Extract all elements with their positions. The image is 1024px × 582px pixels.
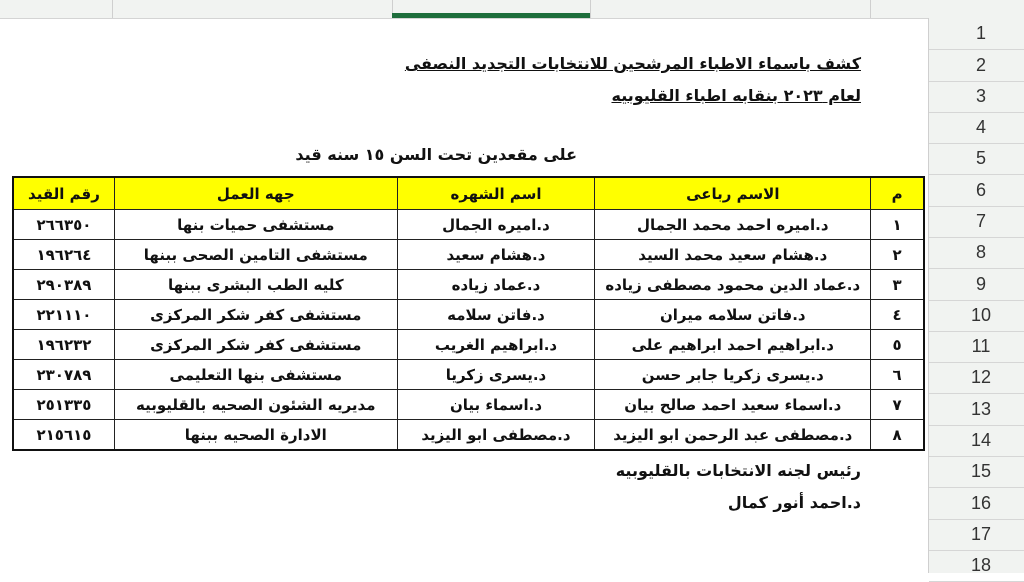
header-fame[interactable]: اسم الشهره — [397, 177, 595, 210]
cell-reg[interactable]: ٢٥١٣٣٥ — [13, 390, 114, 420]
cell-name[interactable]: د.اميره احمد محمد الجمال — [595, 210, 871, 240]
row-header[interactable]: 3 — [929, 81, 1024, 113]
sheet-title[interactable]: كشف باسماء الاطباء المرشحين للانتخابات التجديد النصفى — [404, 54, 861, 73]
row-header[interactable]: 9 — [929, 269, 1024, 301]
row-header[interactable]: 7 — [929, 206, 1024, 238]
row-header[interactable]: 17 — [929, 519, 1024, 551]
table-row — [13, 300, 924, 330]
cell-name[interactable]: د.عماد الدين محمود مصطفى زياده — [595, 270, 871, 300]
table-header-row — [13, 177, 924, 210]
cell-reg[interactable]: ٢٦٦٣٥٠ — [13, 210, 114, 240]
cell-name[interactable]: د.ابراهيم احمد ابراهيم على — [595, 330, 871, 360]
cell-work[interactable]: مستشفى حميات بنها — [114, 210, 397, 240]
sheet-title-year[interactable]: لعام ٢٠٢٣ بنقابه اطباء القليوبيه — [611, 86, 861, 105]
cell-work[interactable]: الادارة الصحيه ببنها — [114, 420, 397, 451]
cell-name[interactable]: د.يسرى زكريا جابر حسن — [595, 360, 871, 390]
table-row — [13, 420, 924, 451]
cell-reg[interactable]: ١٩٦٢٦٤ — [13, 240, 114, 270]
cell-fame[interactable]: د.اميره الجمال — [397, 210, 595, 240]
row-header[interactable]: 15 — [929, 456, 1024, 488]
row-header[interactable]: 14 — [929, 425, 1024, 457]
cell-reg[interactable]: ٢٢١١١٠ — [13, 300, 114, 330]
table-row — [13, 210, 924, 240]
column-divider[interactable] — [590, 0, 591, 18]
cell-reg[interactable]: ٢٩٠٣٨٩ — [13, 270, 114, 300]
cell-reg[interactable]: ٢١٥٦١٥ — [13, 420, 114, 451]
cell-fame[interactable]: د.فاتن سلامه — [397, 300, 595, 330]
cell-num[interactable]: ٣ — [871, 270, 924, 300]
row-header[interactable]: 4 — [929, 112, 1024, 144]
active-column-indicator — [392, 13, 590, 18]
cell-num[interactable]: ٧ — [871, 390, 924, 420]
header-num[interactable]: م — [871, 177, 924, 210]
cell-fame[interactable]: د.ابراهيم الغريب — [397, 330, 595, 360]
row-header[interactable]: 1 — [929, 18, 1024, 50]
cell-fame[interactable]: د.عماد زياده — [397, 270, 595, 300]
cell-num[interactable]: ٨ — [871, 420, 924, 451]
column-divider[interactable] — [112, 0, 113, 18]
cell-fame[interactable]: د.اسماء بيان — [397, 390, 595, 420]
header-name[interactable]: الاسم رباعى — [595, 177, 871, 210]
committee-head-title[interactable]: رئيس لجنه الانتخابات بالقليوبيه — [615, 461, 861, 480]
cell-name[interactable]: د.اسماء سعيد احمد صالح بيان — [595, 390, 871, 420]
table-row — [13, 390, 924, 420]
row-header[interactable]: 2 — [929, 50, 1024, 82]
cell-num[interactable]: ١ — [871, 210, 924, 240]
cell-work[interactable]: كليه الطب البشرى ببنها — [114, 270, 397, 300]
cell-fame[interactable]: د.مصطفى ابو اليزيد — [397, 420, 595, 451]
sheet-subtitle[interactable]: على مقعدين تحت السن ١٥ سنه قيد — [295, 145, 577, 164]
table-row — [13, 240, 924, 270]
table-row — [13, 360, 924, 390]
cell-work[interactable]: مستشفى كفر شكر المركزى — [114, 300, 397, 330]
row-header[interactable]: 13 — [929, 394, 1024, 426]
cell-name[interactable]: د.مصطفى عبد الرحمن ابو اليزيد — [595, 420, 871, 451]
cell-reg[interactable]: ٢٣٠٧٨٩ — [13, 360, 114, 390]
table-row — [13, 270, 924, 300]
cell-fame[interactable]: د.يسرى زكريا — [397, 360, 595, 390]
row-header[interactable]: 6 — [929, 175, 1024, 207]
cell-reg[interactable]: ١٩٦٢٣٢ — [13, 330, 114, 360]
cell-work[interactable]: مستشفى التامين الصحى ببنها — [114, 240, 397, 270]
row-header[interactable]: 18 — [929, 550, 1024, 582]
cell-work[interactable]: مستشفى بنها التعليمى — [114, 360, 397, 390]
row-header[interactable]: 11 — [929, 331, 1024, 363]
table-row — [13, 330, 924, 360]
cell-num[interactable]: ٦ — [871, 360, 924, 390]
row-header[interactable]: 12 — [929, 362, 1024, 394]
row-header[interactable]: 10 — [929, 300, 1024, 332]
row-header[interactable]: 16 — [929, 488, 1024, 520]
committee-head-name[interactable]: د.احمد أنور كمال — [727, 493, 861, 512]
cell-work[interactable]: مستشفى كفر شكر المركزى — [114, 330, 397, 360]
column-divider[interactable] — [870, 0, 871, 18]
row-header-column[interactable] — [928, 18, 1024, 573]
cell-work[interactable]: مديريه الشئون الصحيه بالقليوبيه — [114, 390, 397, 420]
row-header[interactable]: 8 — [929, 237, 1024, 269]
cell-name[interactable]: د.فاتن سلامه ميران — [595, 300, 871, 330]
candidates-table — [12, 176, 925, 451]
cell-num[interactable]: ٥ — [871, 330, 924, 360]
cell-fame[interactable]: د.هشام سعيد — [397, 240, 595, 270]
row-header[interactable]: 5 — [929, 143, 1024, 175]
cell-num[interactable]: ٤ — [871, 300, 924, 330]
header-reg[interactable]: رقم القيد — [13, 177, 114, 210]
header-work[interactable]: جهه العمل — [114, 177, 397, 210]
cell-name[interactable]: د.هشام سعيد محمد السيد — [595, 240, 871, 270]
column-header-bar[interactable] — [0, 0, 1024, 19]
cell-num[interactable]: ٢ — [871, 240, 924, 270]
